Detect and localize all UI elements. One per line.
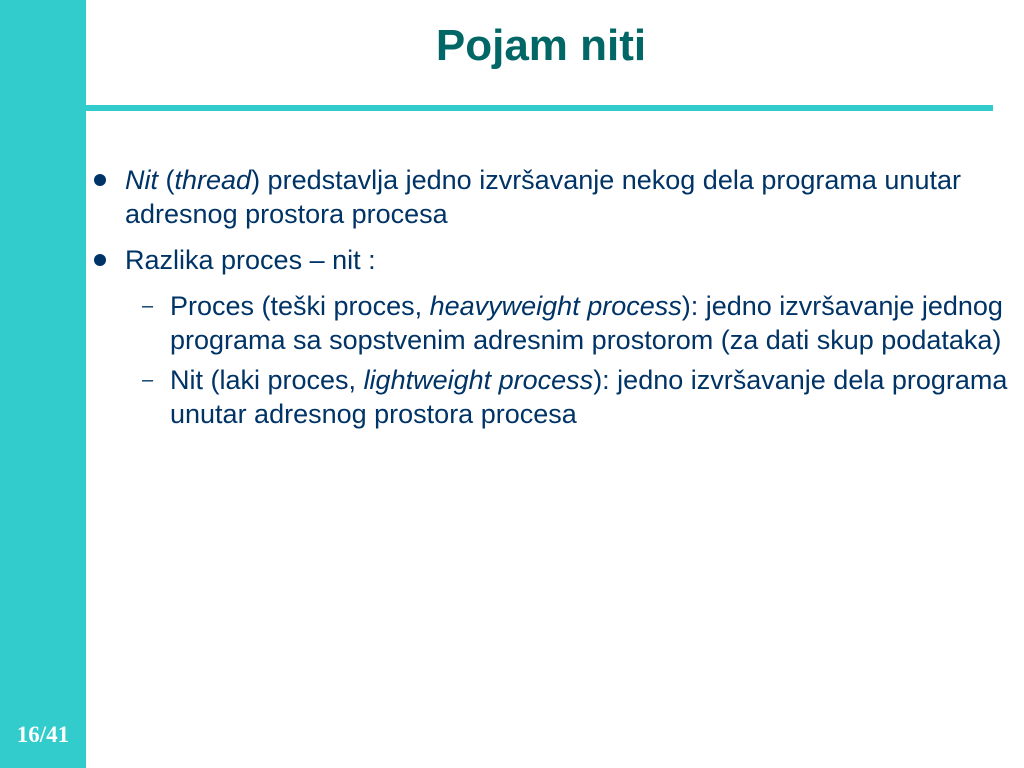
text-fragment: ( xyxy=(158,165,175,195)
subitem-thread xyxy=(94,363,1014,431)
bullet-item-thread-definition xyxy=(94,163,1014,231)
bullet-item-difference xyxy=(94,243,1014,277)
dash-bullet-icon: – xyxy=(142,295,154,317)
term-heavyweight-process: heavyweight process xyxy=(429,291,682,321)
slide-body xyxy=(94,163,1014,437)
bullet-dot-icon xyxy=(94,254,106,266)
sidebar-band xyxy=(0,0,86,768)
bullet-text: Razlika proces – nit : xyxy=(125,245,376,275)
text-fragment: Proces (teški proces, xyxy=(170,291,430,321)
text-fragment: Nit (laki proces, xyxy=(170,365,364,395)
term-thread: thread xyxy=(174,165,252,195)
text-fragment: ): jedno izvršavanje jednog programa sa sopstvenim adresnim prostorom (za dati skup podataka) xyxy=(170,291,1003,355)
text-fragment: ) predstavlja jedno izvršavanje nekog dela programa unutar adresnog prostora procesa xyxy=(125,165,961,229)
term-nit: Nit xyxy=(125,165,158,195)
term-lightweight-process: lightweight process xyxy=(363,365,594,395)
title-divider xyxy=(86,105,993,111)
bullet-dot-icon xyxy=(94,174,106,186)
slide-title: Pojam niti xyxy=(435,21,647,70)
page-number: 16/41 xyxy=(16,722,70,747)
dash-bullet-icon: – xyxy=(142,369,154,391)
subitem-process xyxy=(94,289,1014,357)
text-fragment: ): jedno izvršavanje dela programa unutar adresnog prostora procesa xyxy=(170,365,1008,429)
